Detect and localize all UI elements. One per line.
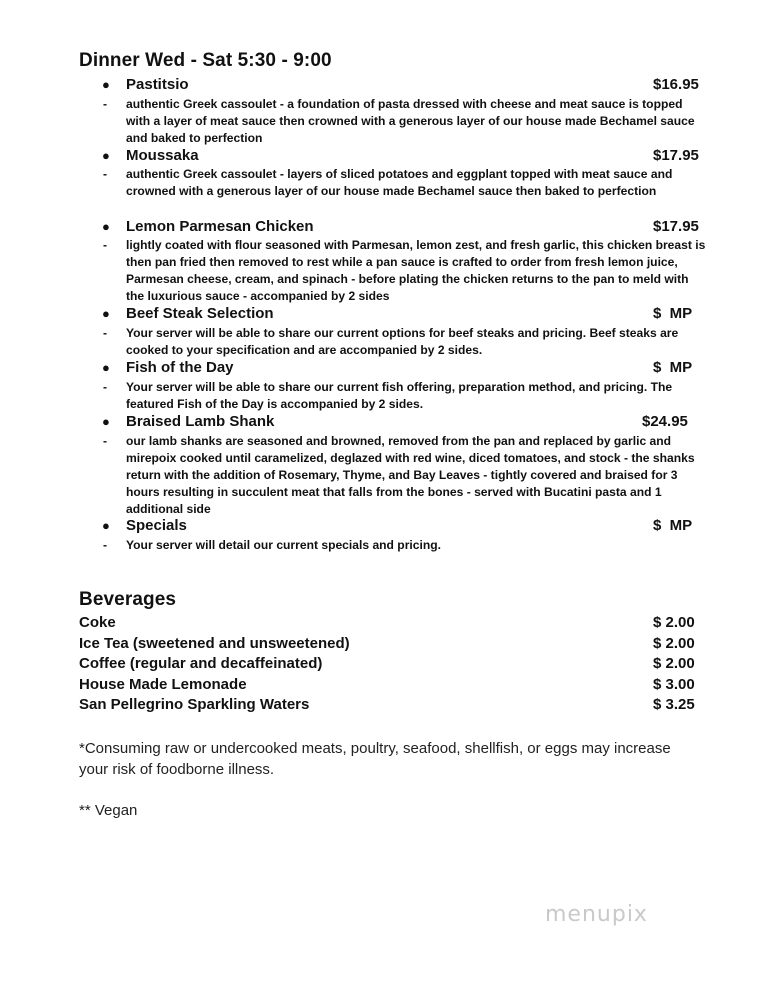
bullet-icon: ● [102, 414, 110, 429]
beverage-name: San Pellegrino Sparkling Waters [79, 696, 310, 713]
dash-icon: - [103, 434, 108, 448]
beverage-name: Coffee (regular and decaffeinated) [79, 655, 323, 672]
item-name: Pastitsio [126, 76, 189, 93]
item-price: $ MP [653, 359, 693, 376]
item-price: $17.95 [653, 218, 699, 235]
description-text: authentic Greek cassoulet - a foundation of pasta dressed with cheese and meat sauce is topped with a layer of meat sauce then crowned with a generous layer of our house made Bechamel sauce and baked to perfection [126, 97, 695, 145]
description-text: lightly coated with flour seasoned with Parmesan, lemon zest, and fresh garlic, this chicken breast is then pan fried then removed to rest while a pan sauce is crafted to order from fresh lemon juice, Parmesan cheese, cream, and spinach - before plating the chicken returns to the pan to meld with the luxurious sauce - accompanied by 2 sides [126, 238, 706, 303]
menupix-watermark: menupix [545, 902, 648, 927]
item-name: Beef Steak Selection [126, 305, 274, 322]
menu-item-moussaka [0, 146, 778, 166]
menu-item-fish-of-the-day [0, 358, 778, 378]
dinner-heading: Dinner Wed - Sat 5:30 - 9:00 [79, 50, 332, 71]
description-text: authentic Greek cassoulet - layers of sliced potatoes and eggplant topped with meat sauce and crowned with a generous layer of our house made Bechamel sauce then baked to perfection [126, 167, 673, 198]
item-price: $ MP [653, 305, 693, 322]
description-text: Your server will detail our current specials and pricing. [126, 538, 441, 552]
item-price: $24.95 [642, 413, 688, 430]
item-price: $ MP [653, 517, 693, 534]
item-name: Moussaka [126, 147, 199, 164]
bullet-icon: ● [102, 518, 110, 533]
bullet-icon: ● [102, 306, 110, 321]
menu-item-braised-lamb-shank [0, 412, 778, 432]
beverage-price: $ 3.25 [653, 696, 695, 713]
beverage-item [0, 654, 778, 674]
menu-item-pastitsio [0, 75, 778, 95]
beverage-item [0, 634, 778, 654]
dash-icon: - [103, 326, 108, 340]
menu-item-beef-steak-selection [0, 304, 778, 324]
bullet-icon: ● [102, 148, 110, 163]
beverage-price: $ 2.00 [653, 614, 695, 631]
bullet-icon: ● [102, 77, 110, 92]
bullet-icon: ● [102, 219, 110, 234]
dash-icon: - [103, 238, 108, 252]
vegan-note: ** Vegan [79, 802, 138, 819]
menu-item-lemon-parmesan-chicken [0, 217, 778, 237]
menu-item-specials [0, 516, 778, 536]
dash-icon: - [103, 167, 108, 181]
description-text: our lamb shanks are seasoned and browned, removed from the pan and replaced by garlic and mirepoix cooked until caramelized, deglazed with red wine, diced tomatoes, and stock - the shanks return with the addition of Rosemary, Thyme, and Bay Leaves - tightly covered and braised for 3 hours resulting in succulent meat that falls from the bones - served with Bucatini pasta and 1 additional side [126, 434, 695, 516]
consumption-warning: *Consuming raw or undercooked meats, poultry, seafood, shellfish, or eggs may increase your risk of foodborne illness. [79, 740, 671, 778]
item-name: Lemon Parmesan Chicken [126, 218, 314, 235]
beverage-name: Coke [79, 614, 116, 631]
beverage-name: Ice Tea (sweetened and unsweetened) [79, 635, 350, 652]
dash-icon: - [103, 538, 108, 552]
description-text: Your server will be able to share our current options for beef steaks and pricing. Beef steaks are cooked to your specification and are accompanied by 2 sides. [126, 326, 679, 357]
beverage-item [0, 675, 778, 695]
item-name: Fish of the Day [126, 359, 234, 376]
dash-icon: - [103, 97, 108, 111]
item-name: Braised Lamb Shank [126, 413, 275, 430]
item-price: $16.95 [653, 76, 699, 93]
bullet-icon: ● [102, 360, 110, 375]
beverage-price: $ 3.00 [653, 676, 695, 693]
item-name: Specials [126, 517, 187, 534]
beverage-price: $ 2.00 [653, 635, 695, 652]
item-price: $17.95 [653, 147, 699, 164]
beverages-heading: Beverages [79, 589, 177, 610]
beverage-price: $ 2.00 [653, 655, 695, 672]
beverage-name: House Made Lemonade [79, 676, 247, 693]
description-text: Your server will be able to share our current fish offering, preparation method, and pricing. The featured Fish of the Day is accompanied by 2 sides. [126, 380, 673, 411]
dash-icon: - [103, 380, 108, 394]
beverage-item [0, 695, 778, 715]
beverage-item [0, 613, 778, 633]
